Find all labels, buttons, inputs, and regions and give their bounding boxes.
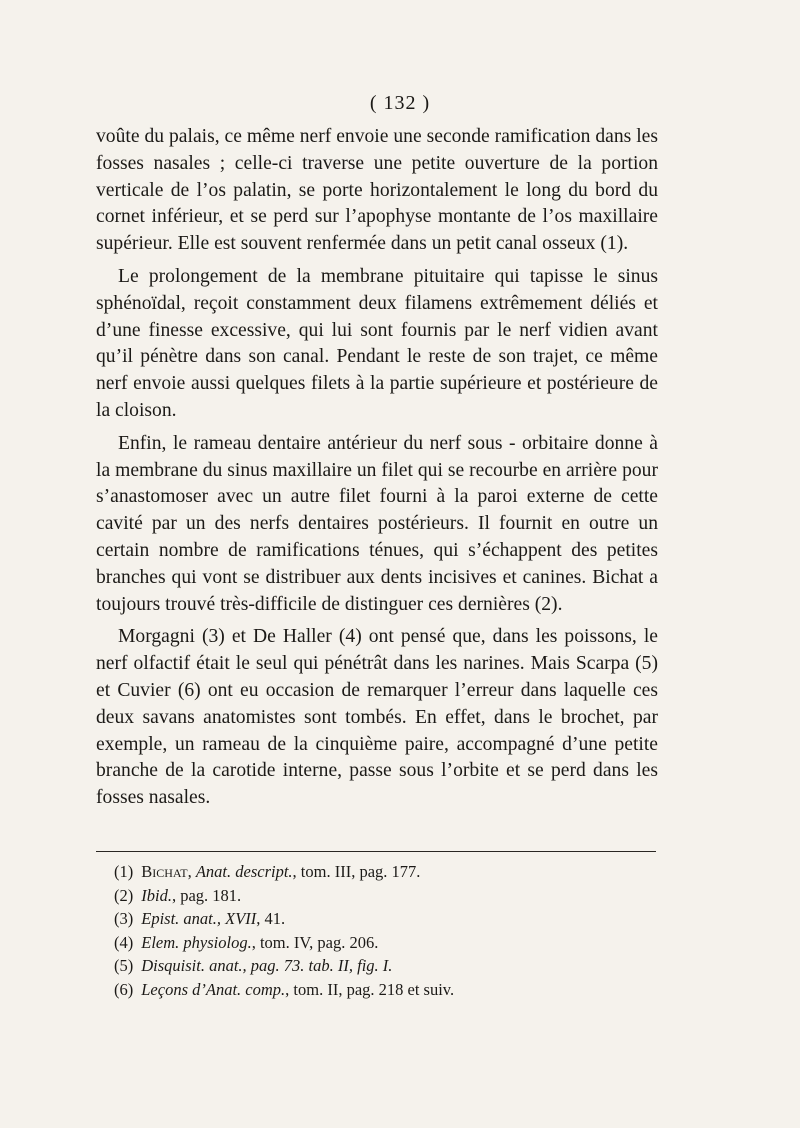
footnote-rule <box>96 851 656 852</box>
page-number: ( 132 ) <box>369 92 431 114</box>
paragraph: voûte du palais, ce même nerf envoie une seconde ramification dans les fosses nasales ; celle-ci traverse une petite ouverture de la portion verticale de l’os palatin, se porte horizontalement le long du bord du cornet inférieur, et se perd sur l’apophyse montante de l’os maxillaire supérieur. Elle est souvent renfermée dans un petit canal osseux (1). <box>96 126 658 255</box>
footnote-title: Elem. physiolog. <box>141 932 252 952</box>
footnote-reference: , 41. <box>256 909 286 929</box>
footnote <box>114 884 654 908</box>
footnote-reference: , tom. II, pag. 218 et suiv. <box>285 979 455 999</box>
footnote <box>114 978 654 1002</box>
footnotes <box>114 860 654 1002</box>
footnote: (1) Bichat, Anat. descript., tom. III, pag. 177. <box>114 862 421 881</box>
footnote <box>114 907 654 931</box>
footnote-title: Ibid. <box>141 885 172 905</box>
footnote-title: Leçons d’Anat. comp. <box>141 979 286 999</box>
footnote-reference: , tom. IV, pag. 206. <box>251 932 379 952</box>
paragraph: Morgagni (3) et De Haller (4) ont pensé que, dans les poissons, le nerf olfactif était le seul qui pénétrât dans les narines. Mais Scarpa (5) et Cuvier (6) ont eu occasion de remarquer l’erreur dans laquelle ces deux savans anatomistes sont tombés. En effet, dans le brochet, par exemple, un rameau de la cinquième paire, accompagné d’une petite branche de la carotide interne, passe sous l’orbite et se perd dans les fosses nasales. <box>96 626 658 809</box>
footnote-number: (1) <box>114 862 134 881</box>
footnote-number: (4) <box>114 932 134 952</box>
body-text <box>96 124 658 812</box>
footnote <box>114 931 654 955</box>
paragraph: Le prolongement de la membrane pituitaire qui tapisse le sinus sphénoïdal, reçoit constamment deux filamens extrêmement déliés et d’une finesse excessive, qui lui sont fournis par le nerf vidien avant qu’il pénètre dans son canal. Pendant le reste de son trajet, ce même nerf envoie aussi quelques filets à la partie supérieure et postérieure de la cloison. <box>96 265 658 421</box>
paragraph: Enfin, le rameau dentaire antérieur du nerf sous - orbitaire donne à la membrane du sinus maxillaire un filet qui se recourbe en arrière pour s’anastomoser avec un autre filet fourni à la paroi externe de cette cavité par un des nerfs dentaires postérieurs. Il fournit en outre un certain nombre de ramifications ténues, qui s’échappent des petites branches qui vont se distribuer aux dents incisives et canines. Bichat a toujours trouvé très-difficile de distinguer ces dernières (2). <box>96 432 658 615</box>
footnote-number: (5) <box>114 956 134 976</box>
footnote-reference: , pag. 181. <box>171 885 242 905</box>
footnote-title: Disquisit. anat., pag. 73. tab. II, fig. I. <box>141 956 393 976</box>
footnote-number: (3) <box>114 909 134 929</box>
footnote-title: Epist. anat., XVII <box>141 909 257 929</box>
footnote <box>114 954 654 978</box>
footnote-reference: , tom. III, pag. 177. <box>292 862 421 881</box>
footnote-author: Bichat <box>141 862 188 881</box>
footnote-number: (2) <box>114 885 134 905</box>
footnote-title: Anat. descript. <box>195 862 293 881</box>
footnote-number: (6) <box>114 979 134 999</box>
